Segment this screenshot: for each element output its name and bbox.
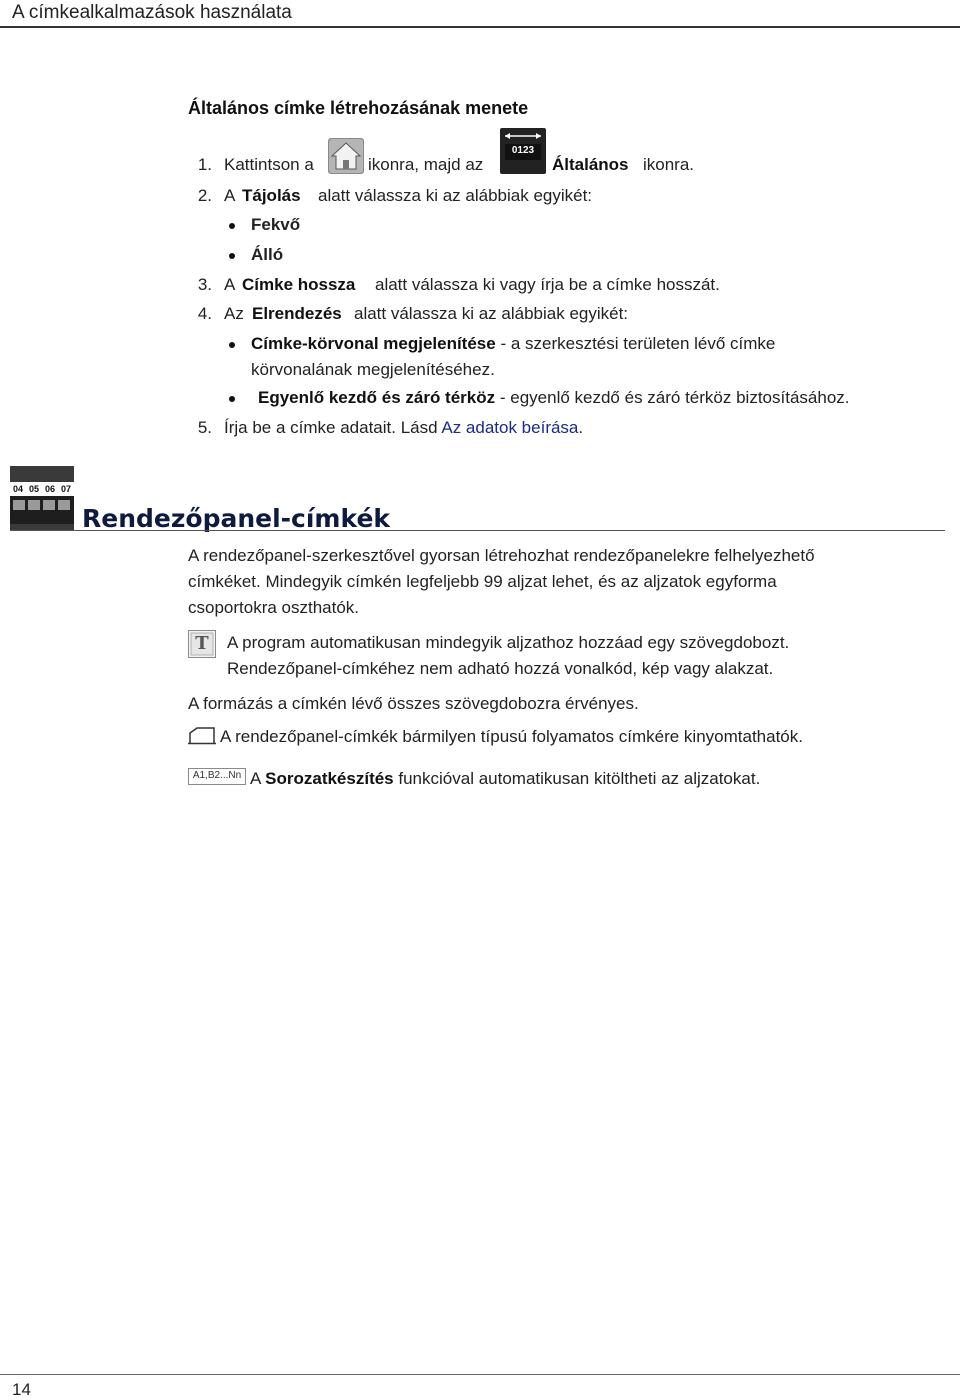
step-3 [188,275,808,301]
step-text-group [224,418,583,438]
general-label-text: 0123 [511,145,535,156]
step-text: A [224,186,236,205]
page-number: 14 [12,1380,31,1399]
option-keyword: Címke-körvonal megjelenítése [251,334,496,353]
option-text-continued: körvonalának megjelenítéséhez. [251,360,495,379]
data-entry-link[interactable]: Az adatok beírása [441,418,579,437]
header-divider [0,26,960,28]
footer-divider [0,1374,960,1375]
option-item [251,334,775,354]
option-keyword: Egyenlő kezdő és záró térköz [258,388,496,407]
step-text: ikonra. [643,155,695,174]
sequence-keyword: Sorozatkészítés [265,769,394,788]
sequence-icon-text: A1,B2...Nn [192,770,242,781]
step-text: alatt válassza ki az alábbiak egyikét: [354,304,629,323]
sequence-text: funkcióval automatikusan kitöltheti az aljzatokat. [398,769,761,788]
text-box-icon [188,630,216,658]
step-keyword: Címke hossza [242,275,356,294]
step-2 [188,186,748,212]
patch-panel-icon [10,466,74,530]
port-label: 07 [60,484,71,494]
bullet [229,223,235,229]
step-text: . [578,418,584,437]
port-label: 05 [28,484,39,494]
step-1 [188,155,748,183]
step-text: alatt válassza ki vagy írja be a címke hosszát. [375,275,720,294]
note-line: Rendezőpanel-címkéhez nem adható hozzá vonalkód, kép vagy alakzat. [227,659,774,678]
step-number: 1. [197,155,212,174]
step-text: Írja be a címke adatait. Lásd [224,418,438,437]
step-number: 5. [197,418,212,437]
option-text: - egyenlő kezdő és záró térköz biztosításához. [495,388,850,407]
port-label: 04 [12,484,23,494]
note-line: A program automatikusan mindegyik aljzathoz hozzáad egy szövegdobozt. [227,633,790,652]
running-header: A címkealkalmazások használata [12,2,292,23]
general-label-icon[interactable] [500,128,546,174]
step-keyword: Általános [552,155,629,174]
sequence-note [250,766,760,792]
option-text: - a szerkesztési területen lévő címke [495,334,776,353]
continuous-label-icon [188,727,216,745]
intro-line: A rendezőpanel-szerkesztővel gyorsan létrehozhat rendezőpanelekre felhelyezhető [188,546,815,565]
intro-line: címkéket. Mindegyik címkén legfeljebb 99 aljzat lehet, és az aljzatok egyforma [188,572,777,591]
option-text: Álló [251,245,284,264]
section-title: Általános címke létrehozásának menete [188,98,529,118]
step-text: A [224,275,236,294]
home-icon[interactable] [328,138,364,174]
step-text: Az [224,304,244,323]
bullet [229,342,235,348]
step-text: ikonra, majd az [368,155,484,174]
formatting-note: A formázás a címkén lévő összes szövegdobozra érvényes. [188,694,639,713]
step-number: 2. [197,186,212,205]
text-box-glyph: T [195,633,209,654]
step-text: alatt válassza ki az alábbiak egyikét: [318,186,593,205]
sequence-text: A [250,769,261,788]
option-item [258,388,850,408]
intro-line: csoportokra oszthatók. [188,598,360,617]
step-4 [188,304,788,330]
step-keyword: Elrendezés [252,304,342,323]
step-5 [188,418,708,444]
continuous-note: A rendezőpanel-címkék bármilyen típusú folyamatos címkére kinyomtathatók. [220,727,803,746]
step-text: Kattintson a [224,155,314,174]
heading-divider [10,530,945,531]
patch-panel-heading: Rendezőpanel-címkék [82,504,391,533]
sequence-icon [188,768,246,786]
port-label: 06 [44,484,55,494]
option-text: Fekvő [251,215,301,234]
bullet [229,396,235,402]
step-number: 4. [197,304,212,323]
step-keyword: Tájolás [242,186,301,205]
step-number: 3. [197,275,212,294]
bullet [229,253,235,259]
